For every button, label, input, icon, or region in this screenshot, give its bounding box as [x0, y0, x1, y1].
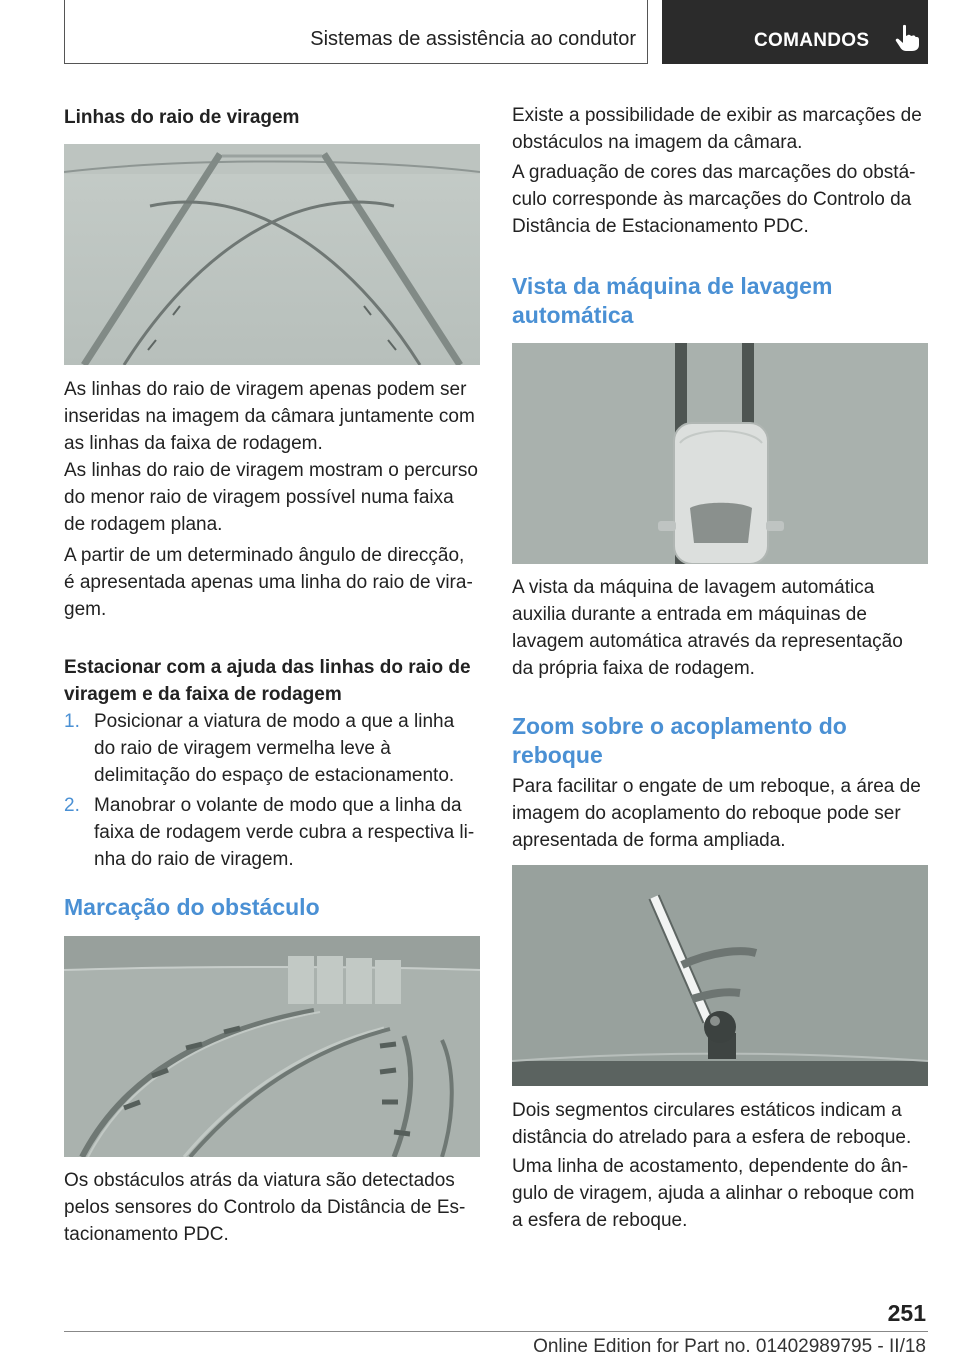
paragraph: Uma linha de acostamento, dependente do ângulo de viragem, ajuda a alinhar o reboque com a esfera de reboque.	[512, 1156, 915, 1231]
footer-edition: Online Edition for Part no. 01402989795 - II/18	[533, 1336, 926, 1357]
section-title-trailer-zoom: Zoom sobre o acoplamento do reboque	[512, 713, 847, 768]
paragraph: Para facilitar o engate de um reboque, a área de imagem do acoplamento do reboque pode ser apresentada de forma ampliada.	[512, 776, 921, 851]
header-title: Sistemas de assistência ao condutor	[310, 28, 636, 50]
step-number: 2.	[64, 795, 80, 816]
paragraph: A graduação de cores das marcações do obstáculo corresponde às marcações do Controlo da Distância de Estacionamento PDC.	[512, 162, 916, 237]
heading-turning-radius: Linhas do raio de viragem	[64, 107, 300, 128]
trailer-coupling-image	[512, 865, 928, 1086]
section-title-carwash: Vista da máquina de lavagem automática	[512, 273, 833, 328]
paragraph: Dois segmentos circulares estáticos indicam a distância do atrelado para a esfera de reboque.	[512, 1100, 912, 1148]
obstacle-marking-image	[64, 936, 480, 1157]
paragraph: Os obstáculos atrás da viatura são detectados pelos sensores do Controlo da Distância de Estacionamento PDC.	[64, 1170, 466, 1245]
turning-radius-image	[64, 144, 480, 365]
paragraph: As linhas do raio de viragem mostram o percurso do menor raio de viragem possível numa faixa de rodagem plana.	[64, 460, 478, 535]
header-section-label: COMANDOS	[754, 30, 870, 51]
paragraph: A partir de um determinado ângulo de direcção, é apresentada apenas uma linha do raio de viragem.	[64, 545, 473, 620]
heading-parking-help: Estacionar com a ajuda das linhas do raio de viragem e da faixa de rodagem	[64, 657, 471, 705]
carwash-view-image	[512, 343, 928, 564]
step-text: Manobrar o volante de modo que a linha da faixa de rodagem verde cubra a respectiva linha do raio de viragem.	[94, 795, 475, 870]
step-text: Posicionar a viatura de modo a que a linha do raio de viragem vermelha leve à delimitação do espaço de estacionamento.	[94, 711, 455, 786]
paragraph: Existe a possibilidade de exibir as marcações de obstáculos na imagem da câmara.	[512, 105, 922, 153]
paragraph: A vista da máquina de lavagem automática auxilia durante a entrada em máquinas de lavagem automática através da representação da própria faixa de rodagem.	[512, 577, 903, 679]
pointing-hand-icon	[894, 24, 920, 52]
step-number: 1.	[64, 711, 80, 732]
paragraph: As linhas do raio de viragem apenas podem ser inseridas na imagem da câmara juntamente com as linhas da faixa de rodagem.	[64, 379, 475, 454]
page-number: 251	[887, 1300, 926, 1326]
section-title-obstacle: Marcação do obstáculo	[64, 894, 320, 920]
footer-divider	[64, 1331, 928, 1332]
